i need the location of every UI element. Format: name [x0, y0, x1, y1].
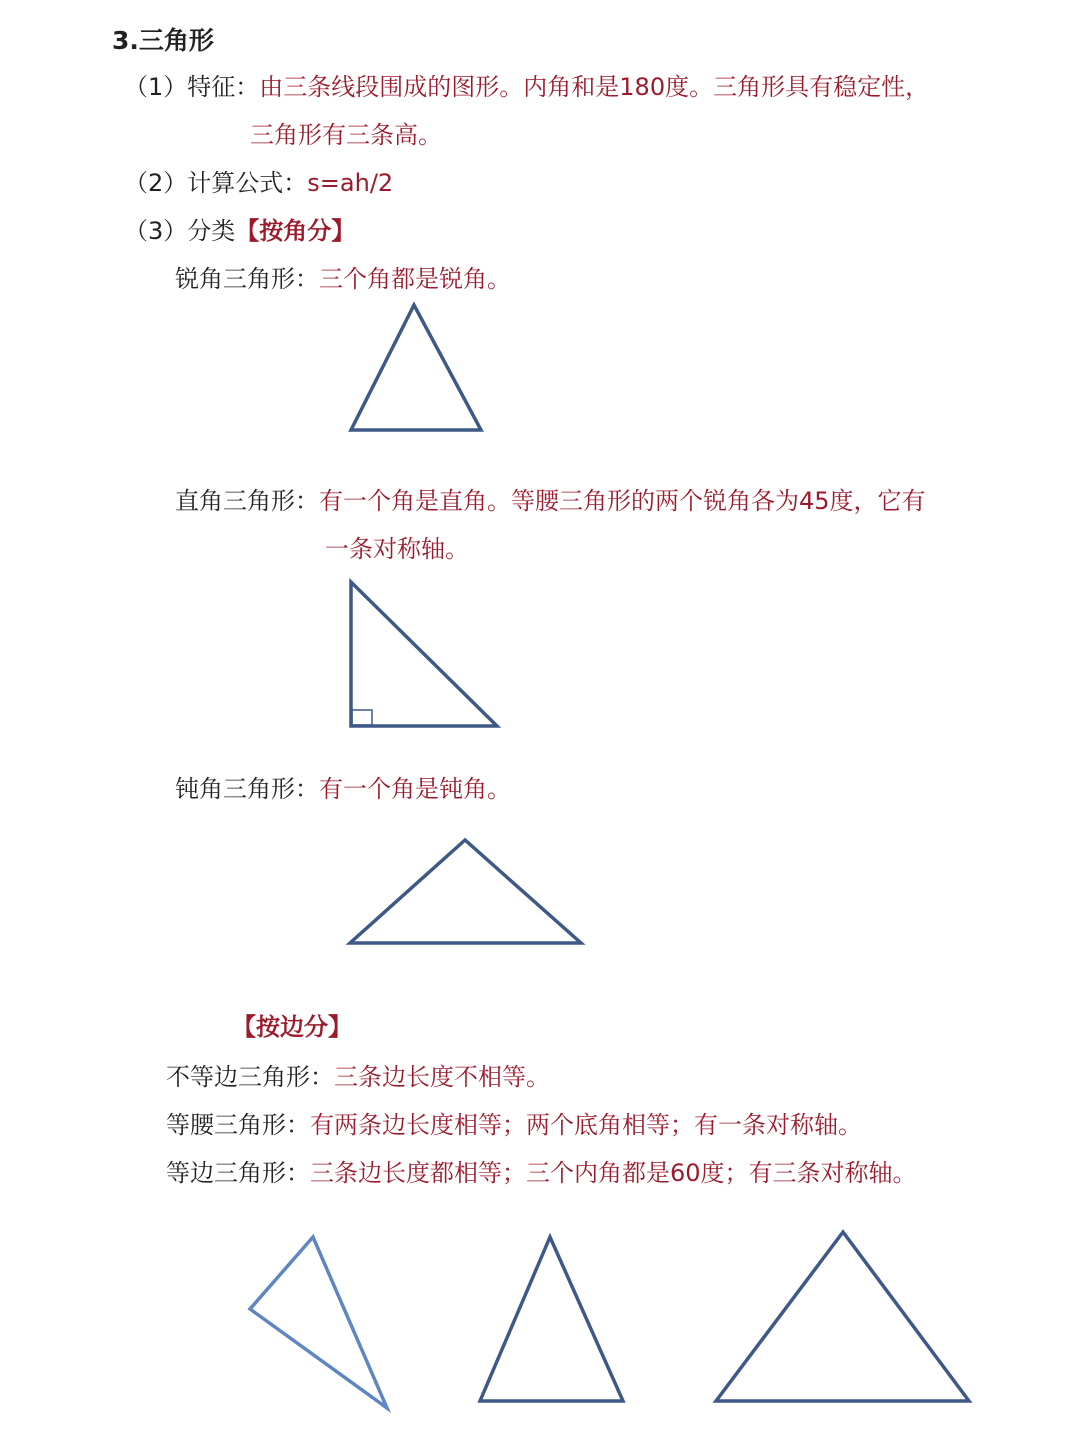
scalene-label: 不等边三角形：: [166, 1063, 334, 1091]
isosceles-label: 等腰三角形：: [166, 1111, 310, 1139]
obtuse-triangle: [350, 840, 581, 943]
by-angle-heading: 【按角分】: [235, 217, 356, 245]
classify-label: 分类: [187, 217, 236, 245]
right-label: 直角三角形：: [175, 487, 319, 515]
formula-number: （2）: [124, 169, 188, 197]
feature-number: （1）: [124, 73, 188, 101]
by-side-heading: 【按边分】: [232, 1013, 352, 1041]
equilateral-label: 等边三角形：: [166, 1159, 310, 1187]
feature-text-1: 由三条线段围成的图形。内角和是180度。三角形具有稳定性，: [259, 73, 930, 101]
feature-text-2: 三角形有三条高。: [250, 121, 442, 149]
right-text-2: 一条对称轴。: [325, 535, 469, 563]
scalene-triangle: [250, 1237, 387, 1408]
equilateral-triangle: [716, 1232, 969, 1401]
right-triangle: [351, 582, 497, 726]
formula-value: s=ah/2: [307, 169, 394, 197]
acute-text: 三个角都是锐角。: [319, 265, 511, 293]
acute-label: 锐角三角形：: [175, 265, 319, 293]
obtuse-text: 有一个角是钝角。: [319, 775, 511, 803]
equilateral-text: 三条边长度都相等；三个内角都是60度；有三条对称轴。: [310, 1159, 917, 1187]
section-title: 3.三角形: [112, 26, 214, 55]
formula-label: 计算公式：: [187, 169, 308, 197]
isosceles-triangle: [480, 1237, 623, 1401]
right-angle-mark: [352, 710, 372, 725]
acute-triangle: [351, 305, 481, 430]
obtuse-label: 钝角三角形：: [175, 775, 319, 803]
isosceles-text: 有两条边长度相等；两个底角相等；有一条对称轴。: [310, 1111, 862, 1139]
scalene-text: 三条边长度不相等。: [334, 1063, 550, 1091]
feature-label: 特征：: [187, 73, 260, 101]
classify-number: （3）: [124, 217, 188, 245]
right-text-1: 有一个角是直角。等腰三角形的两个锐角各为45度，它有: [319, 487, 926, 515]
